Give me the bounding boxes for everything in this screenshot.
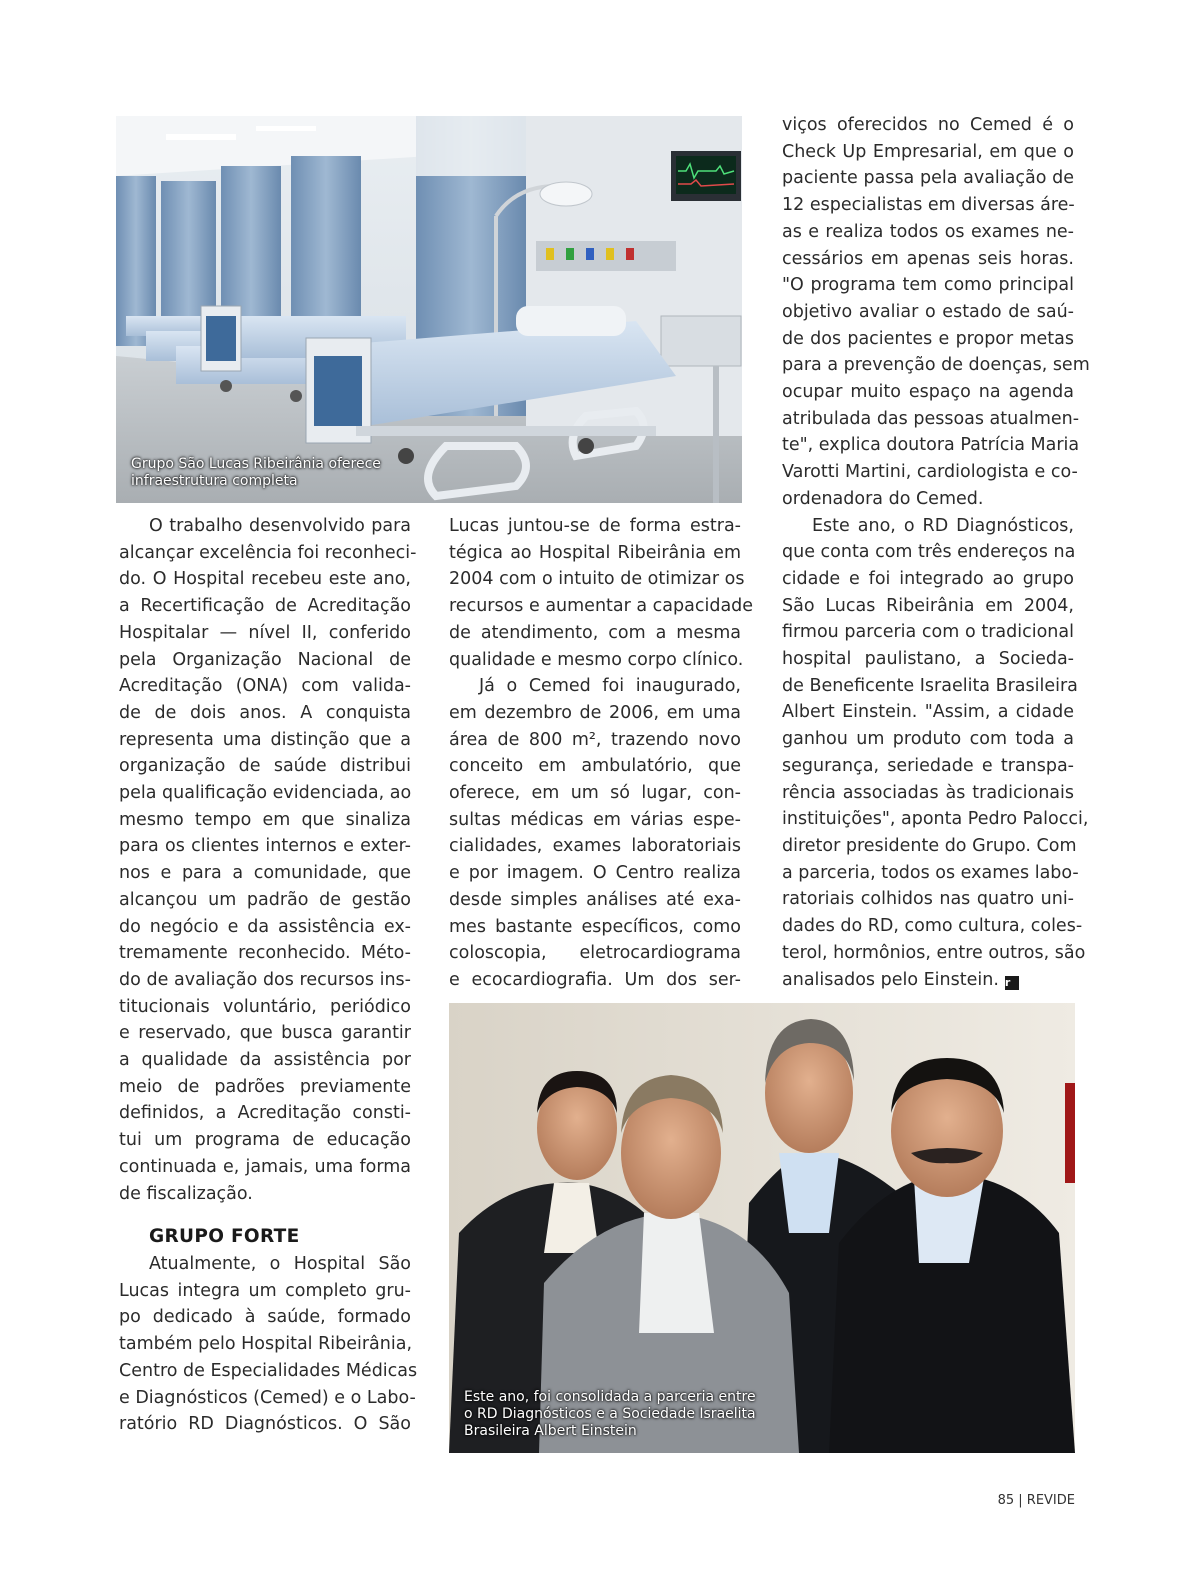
text-line: do negócio e da assistência ex- — [119, 916, 411, 937]
text-line: para a prevenção de doenças, sem — [782, 355, 1090, 376]
text-line: alcançou um padrão de gestão — [119, 889, 411, 910]
footer-separator: | — [1018, 1493, 1023, 1508]
text-line: instituições", aponta Pedro Palocci, — [782, 809, 1089, 830]
text-line: também pelo Hospital Ribeirânia, — [119, 1334, 413, 1355]
text-line: ratório RD Diagnósticos. O São — [119, 1414, 411, 1435]
text-line: desde simples análises até exa- — [449, 889, 741, 910]
text-line: meio de padrões previamente — [119, 1076, 411, 1097]
text-line: Atualmente, o Hospital São — [149, 1253, 411, 1274]
text-line: cialidades, exames laboratoriais — [449, 836, 741, 857]
text-line: alcançar excelência foi reconheci- — [119, 542, 417, 563]
magazine-name: REVIDE — [1026, 1493, 1075, 1508]
text-line: diretor presidente do Grupo. Com — [782, 835, 1077, 856]
text-line: cidade e foi integrado ao grupo — [782, 568, 1074, 589]
text-line: e Diagnósticos (Cemed) e o Labo- — [119, 1387, 416, 1408]
text-line: Acreditação (ONA) com valida- — [119, 676, 411, 697]
hospital-ward-illustration — [116, 116, 742, 503]
paragraph-group — [119, 1251, 418, 1438]
bottom-photo-caption — [464, 1389, 756, 1440]
text-line: terol, hormônios, entre outros, são — [782, 942, 1086, 963]
text-line: para os clientes internos e exter- — [119, 836, 411, 857]
text-line: área de 800 m², trazendo novo — [449, 729, 741, 750]
text-line: sultas médicas em várias espe- — [449, 809, 741, 830]
text-line: nos e para a comunidade, que — [119, 863, 411, 884]
text-line: cessários em apenas seis horas. — [782, 248, 1074, 269]
caption-line: o RD Diagnósticos e a Sociedade Israelita — [464, 1406, 756, 1422]
end-of-article-mark: r — [1005, 976, 1019, 990]
text-line: pela qualificação evidenciada, ao — [119, 783, 412, 804]
caption-line: Este ano, foi consolidada a parceria entre — [464, 1389, 756, 1405]
text-line: definidos, a Acreditação consti- — [119, 1103, 411, 1124]
text-line: titucionais voluntário, periódico — [119, 996, 411, 1017]
text-line: a qualidade da assistência por — [119, 1050, 411, 1071]
text-line: firmou parceria com o tradicional — [782, 622, 1074, 643]
text-line: Lucas juntou-se de forma estra- — [449, 516, 741, 536]
text-line: organização de saúde distribui — [119, 756, 411, 777]
text-column-3 — [782, 112, 1090, 993]
paragraph-checkup — [782, 112, 1090, 513]
page-footer — [998, 1493, 1075, 1508]
caption-line: Grupo São Lucas Ribeirânia oferece — [131, 456, 381, 472]
text-line: e ecocardiografia. Um dos ser- — [449, 969, 741, 990]
text-line: e reservado, que busca garantir — [119, 1023, 411, 1044]
text-line: Varotti Martini, cardiologista e co- — [782, 462, 1078, 483]
page-number: 85 — [997, 1493, 1015, 1508]
text-line: tui um programa de educação — [119, 1130, 411, 1151]
text-line: tégica ao Hospital Ribeirânia em — [449, 542, 741, 563]
text-line: ocupar muito espaço na agenda — [782, 382, 1074, 403]
text-line: conceito em ambulatório, que — [449, 756, 741, 777]
text-line: ratoriais colhidos nas quatro uni- — [782, 889, 1074, 910]
text-line: as e realiza todos os exames ne- — [782, 221, 1074, 242]
text-line: de fiscalização. — [119, 1183, 253, 1204]
text-line: e por imagem. O Centro realiza — [449, 863, 741, 884]
text-line — [782, 967, 1074, 994]
text-line: atribulada das pessoas atualmen- — [782, 408, 1080, 429]
text-line: segurança, seriedade e transpa- — [782, 755, 1074, 776]
text-line: mes bastante específicos, como — [449, 916, 741, 937]
text-line: pela Organização Nacional de — [119, 649, 411, 670]
text-line: qualidade e mesmo corpo clínico. — [449, 649, 744, 670]
text-line: te", explica doutora Patrícia Maria — [782, 435, 1080, 456]
caption-line: infraestrutura completa — [131, 473, 298, 489]
paragraph-strategy — [449, 513, 754, 673]
partners-group-photo — [449, 1003, 1075, 1453]
text-line: 2004 com o intuito de otimizar os — [449, 569, 745, 590]
text-line: São Lucas Ribeirânia em 2004, — [782, 595, 1074, 616]
text-line: que conta com três endereços na — [782, 542, 1076, 563]
text-line: Hospitalar — nível II, conferido — [119, 622, 411, 643]
caption-line: Brasileira Albert Einstein — [464, 1423, 637, 1439]
hospital-ward-photo — [116, 116, 742, 503]
text-line: oferece, em um só lugar, con- — [449, 783, 741, 804]
text-line: coloscopia, eletrocardiograma — [449, 943, 741, 964]
text-line: Check Up Empresarial, em que o — [782, 141, 1074, 162]
text-line: de de dois anos. A conquista — [119, 702, 411, 723]
text-line: 12 especialistas em diversas áre- — [782, 195, 1075, 216]
text-line: objetivo avaliar o estado de saú- — [782, 301, 1074, 322]
text-line: do de avaliação dos recursos ins- — [119, 969, 411, 990]
text-line: de dos pacientes e propor metas — [782, 328, 1074, 349]
text-line: tremamente reconhecido. Méto- — [119, 943, 411, 964]
text-line: representa uma distinção que a — [119, 729, 411, 750]
text-line: po dedicado à saúde, formado — [119, 1307, 411, 1328]
text-line: Já o Cemed foi inaugurado, — [479, 676, 741, 697]
text-line: de Beneficente Israelita Brasileira — [782, 675, 1078, 696]
text-line: de atendimento, com a mesma — [449, 622, 741, 643]
text-line: Este ano, o RD Diagnósticos, — [812, 515, 1074, 536]
text-line: recursos e aumentar a capacidade — [449, 596, 754, 617]
text-line: Centro de Especialidades Médicas — [119, 1360, 418, 1381]
text-line: continuada e, jamais, uma forma — [119, 1156, 411, 1177]
text-line: rência associadas às tradicionais — [782, 782, 1074, 803]
text-column-2 — [449, 513, 754, 994]
text-line: mesmo tempo em que sinaliza — [119, 809, 411, 830]
text-column-1 — [119, 513, 418, 1438]
text-line: paciente passa pela avaliação de — [782, 168, 1074, 189]
text-line: hospital paulistano, a Socieda- — [782, 649, 1074, 670]
text-line: a parceria, todos os exames labo- — [782, 862, 1079, 883]
four-men-portrait-illustration — [449, 1003, 1075, 1453]
text-line: a Recertificação de Acreditação — [119, 596, 411, 617]
paragraph-cemed — [449, 673, 741, 993]
text-line: em dezembro de 2006, em uma — [449, 702, 741, 723]
text-line: dades do RD, como cultura, coles- — [782, 916, 1083, 937]
section-heading: GRUPO FORTE — [149, 1226, 300, 1248]
text-line: viços oferecidos no Cemed é o — [782, 115, 1074, 135]
text-line: Lucas integra um completo gru- — [119, 1280, 411, 1301]
paragraph-accreditation — [119, 513, 417, 1207]
text-line: do. O Hospital recebeu este ano, — [119, 569, 411, 590]
text-line: ordenadora do Cemed. — [782, 488, 984, 509]
paragraph-rd-diagnosticos — [782, 513, 1089, 994]
text-line: ganhou um produto com toda a — [782, 729, 1074, 750]
text-line: Albert Einstein. "Assim, a cidade — [782, 702, 1074, 723]
top-photo-caption — [131, 456, 381, 490]
last-line-text: analisados pelo Einstein. — [782, 969, 999, 990]
text-line: "O programa tem como principal — [782, 275, 1074, 296]
text-line: O trabalho desenvolvido para — [149, 516, 411, 536]
